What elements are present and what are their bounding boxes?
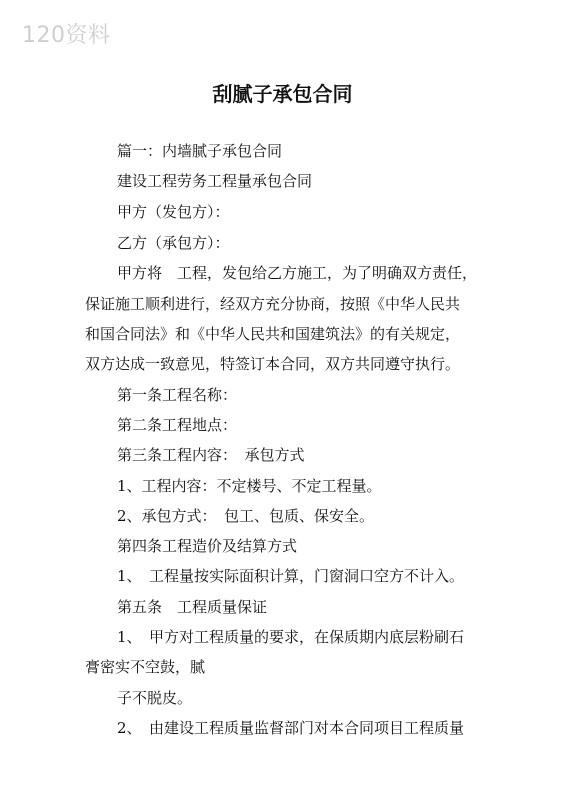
body-line: 第五条 工程质量保证 — [117, 598, 268, 616]
body-line: 1、 工程量按实际面积计算，门窗洞口空方不计入。 — [117, 567, 465, 585]
body-line: 篇一：内墙腻子承包合同 — [117, 142, 283, 160]
body-line: 保证施工顺利进行，经双方充分协商，按照《中华人民共 — [85, 295, 461, 313]
body-line: 第一条工程名称： — [117, 386, 238, 404]
body-line: 和国合同法》和《中华人民共和国建筑法》的有关规定， — [85, 325, 461, 343]
body-line: 第二条工程地点： — [117, 416, 238, 434]
body-line: 膏密实不空鼓，腻 — [85, 658, 206, 676]
body-line: 1、 甲方对工程质量的要求，在保质期内底层粉刷石 — [117, 628, 465, 646]
document-title: 刮腻子承包合同 — [212, 82, 353, 106]
watermark: 120资料 — [22, 23, 111, 48]
body-line: 1、工程内容：不定楼号、不定工程量。 — [117, 477, 382, 495]
body-line: 2、 由建设工程质量监督部门对本合同项目工程质量 — [117, 719, 465, 737]
body-line: 子不脱皮。 — [117, 689, 193, 707]
body-line: 双方达成一致意见，特签订本合同，双方共同遵守执行。 — [85, 355, 461, 373]
body-line: 第四条工程造价及结算方式 — [117, 537, 298, 555]
body-line: 甲方（发包方）： — [117, 203, 230, 221]
body-line: 甲方将 工程，发包给乙方施工，为了明确双方责任， — [117, 264, 478, 282]
body-line: 乙方（承包方）： — [117, 234, 230, 252]
body-line: 2、承包方式： 包工、包质、保安全。 — [117, 507, 375, 525]
body-line: 第三条工程内容： 承包方式 — [117, 446, 305, 464]
body-line: 建设工程劳务工程量承包合同 — [117, 172, 313, 190]
